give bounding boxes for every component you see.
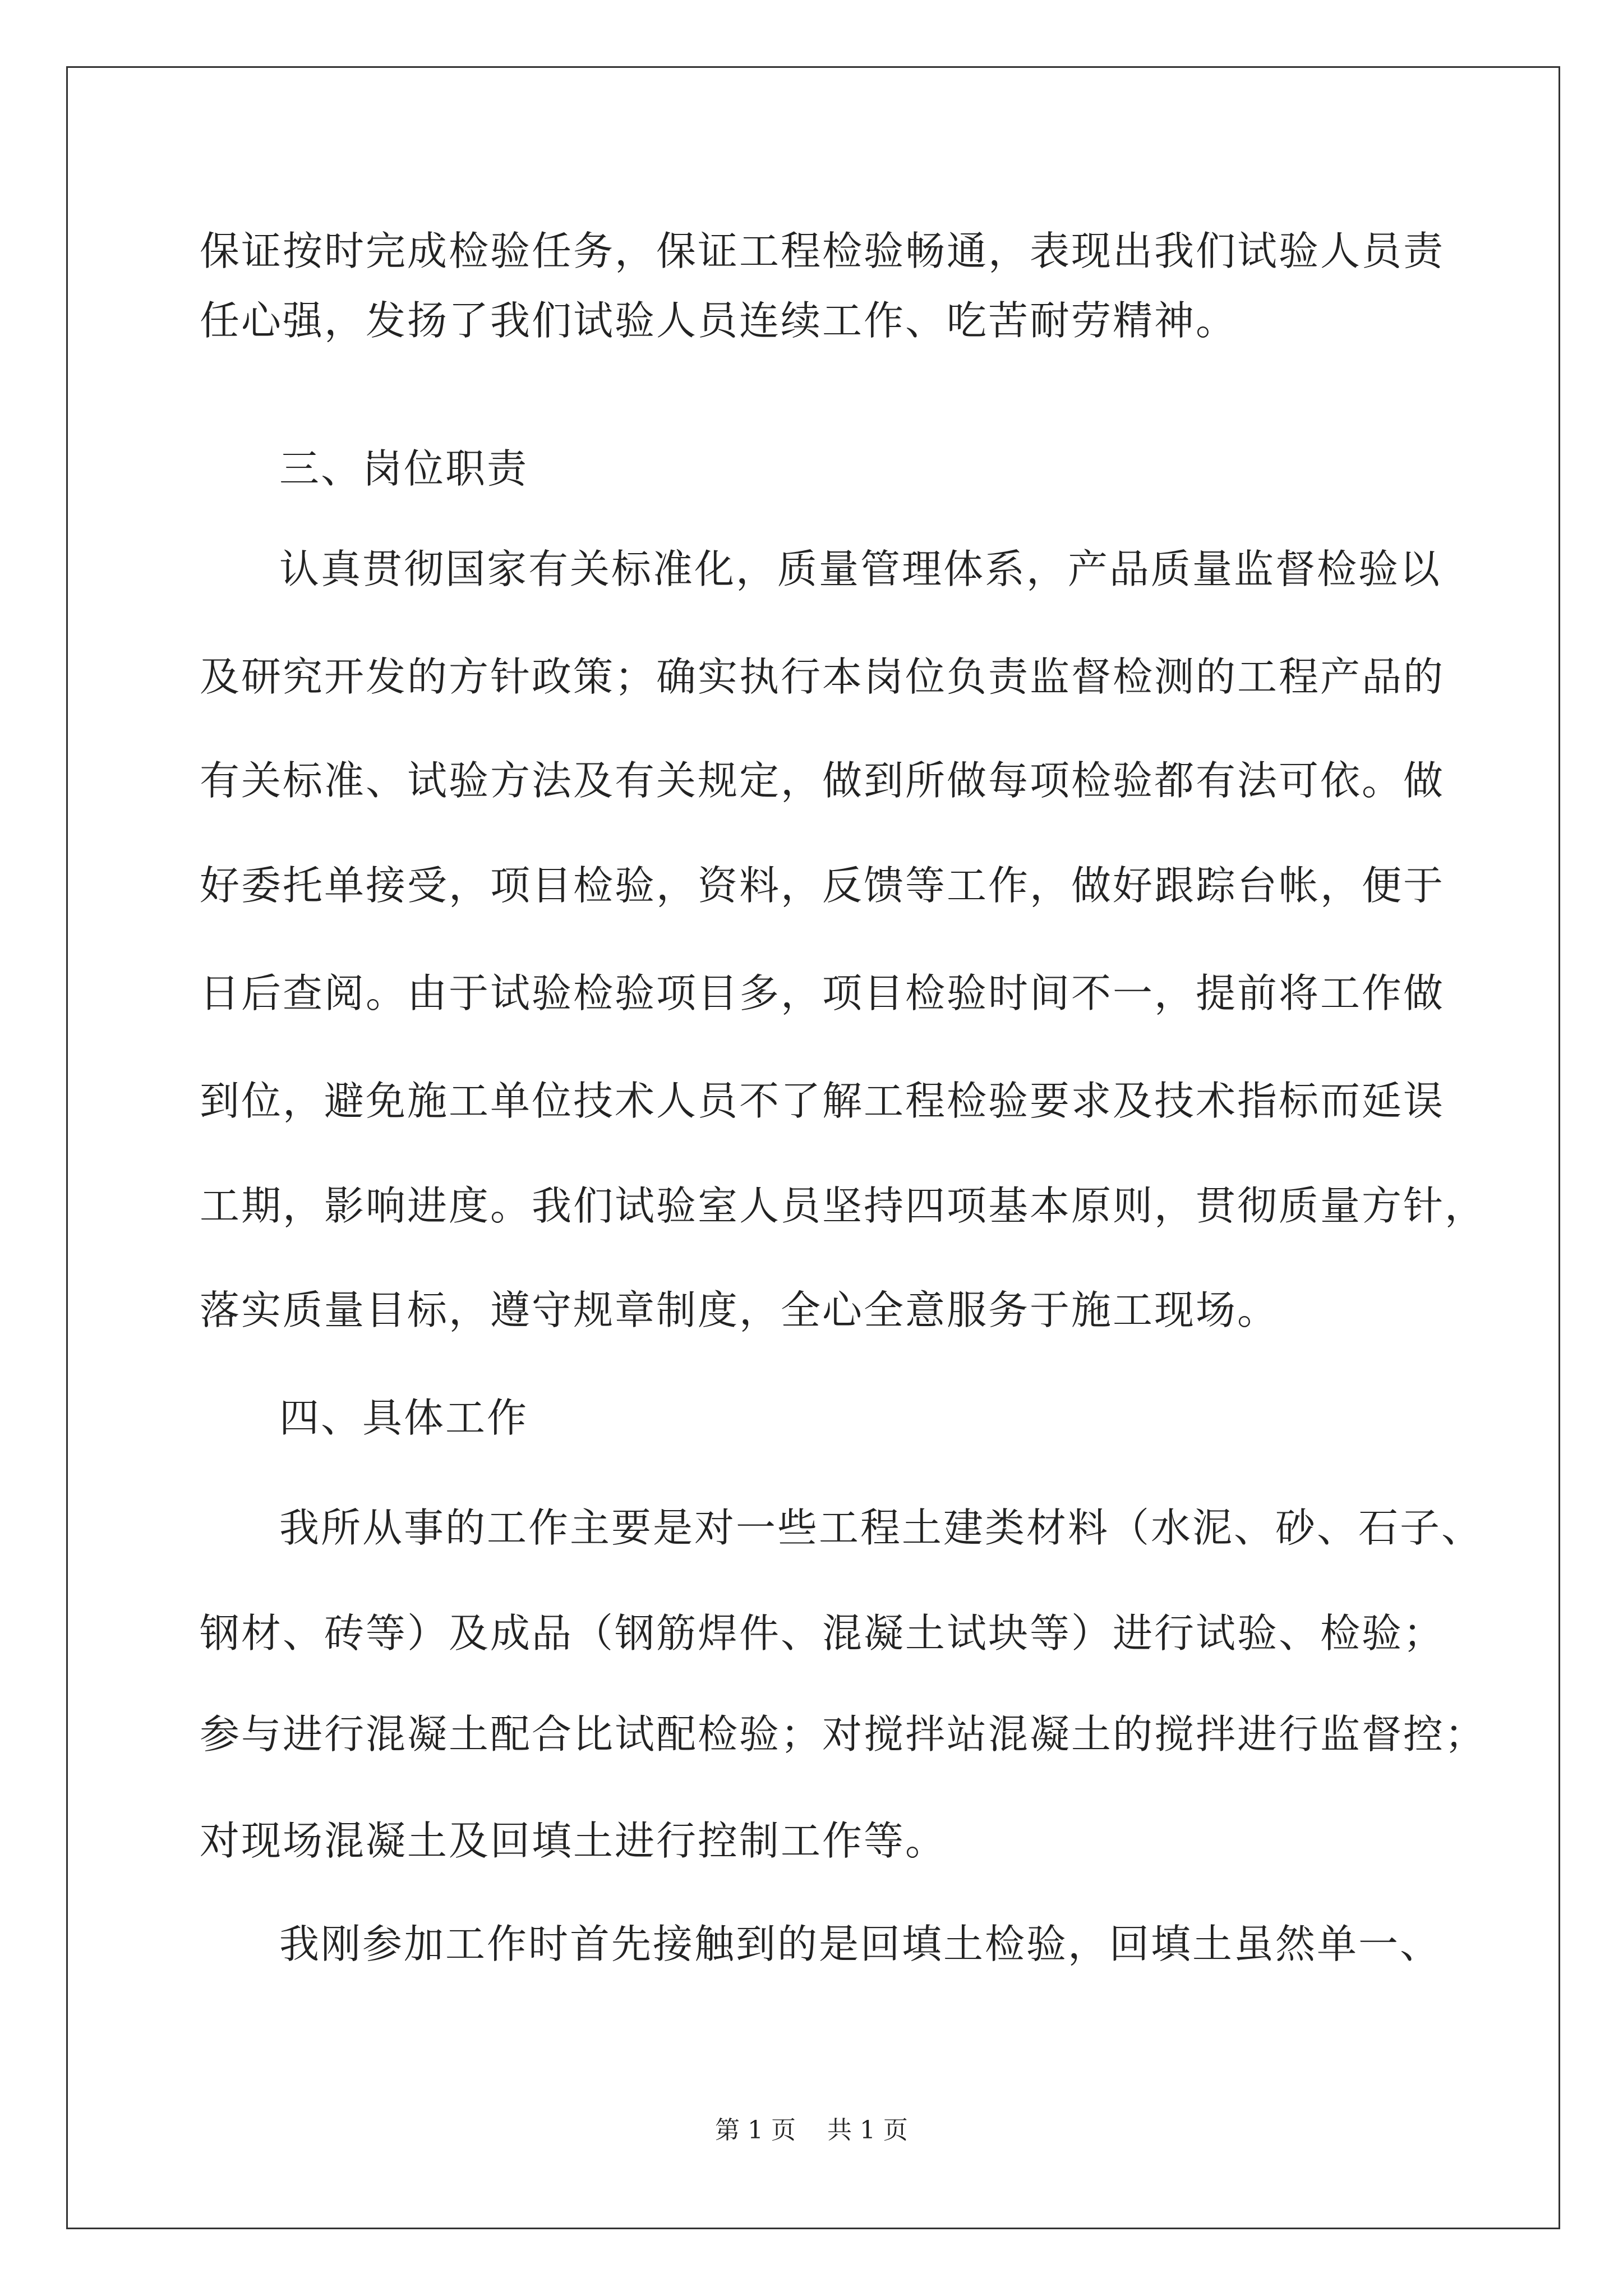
body-line: 保证按时完成检验任务，保证工程检验畅通，表现出我们试验人员责 bbox=[200, 228, 1445, 274]
body-line: 对现场混凝土及回填土进行控制工作等。 bbox=[200, 1818, 947, 1864]
section-heading: 三、岗位职责 bbox=[279, 445, 529, 492]
body-line: 落实质量目标，遵守规章制度，全心全意服务于施工现场。 bbox=[200, 1287, 1279, 1333]
body-line: 及研究开发的方针政策；确实执行本岗位负责监督检测的工程产品的 bbox=[200, 654, 1445, 700]
body-line: 钢材、砖等）及成品（钢筋焊件、混凝土试块等）进行试验、检验； bbox=[200, 1610, 1445, 1657]
body-line: 工期，影响进度。我们试验室人员坚持四项基本原则，贯彻质量方针， bbox=[200, 1182, 1487, 1229]
section-heading: 四、具体工作 bbox=[279, 1395, 529, 1441]
body-line: 有关标准、试验方法及有关规定，做到所做每项检验都有法可依。做 bbox=[200, 757, 1445, 804]
body-line: 我刚参加工作时首先接触到的是回填土检验，回填土虽然单一、 bbox=[279, 1921, 1442, 1967]
body-line: 我所从事的工作主要是对一些工程土建类材料（水泥、砂、石子、 bbox=[279, 1504, 1483, 1551]
body-line: 参与进行混凝土配合比试配检验；对搅拌站混凝土的搅拌进行监督控； bbox=[200, 1711, 1487, 1757]
body-line: 好委托单接受，项目检验，资料，反馈等工作，做好跟踪台帐，便于 bbox=[200, 862, 1445, 909]
body-line: 认真贯彻国家有关标准化，质量管理体系，产品质量监督检验以 bbox=[279, 546, 1442, 592]
body-line: 日后查阅。由于试验检验项目多，项目检验时间不一，提前将工作做 bbox=[200, 970, 1445, 1016]
body-line: 到位，避免施工单位技术人员不了解工程检验要求及技术指标而延误 bbox=[200, 1078, 1445, 1124]
body-line: 任心强，发扬了我们试验人员连续工作、吃苦耐劳精神。 bbox=[200, 297, 1238, 344]
page-number-footer: 第 1 页 共 1 页 bbox=[715, 2116, 908, 2145]
page-border bbox=[66, 66, 1560, 2229]
